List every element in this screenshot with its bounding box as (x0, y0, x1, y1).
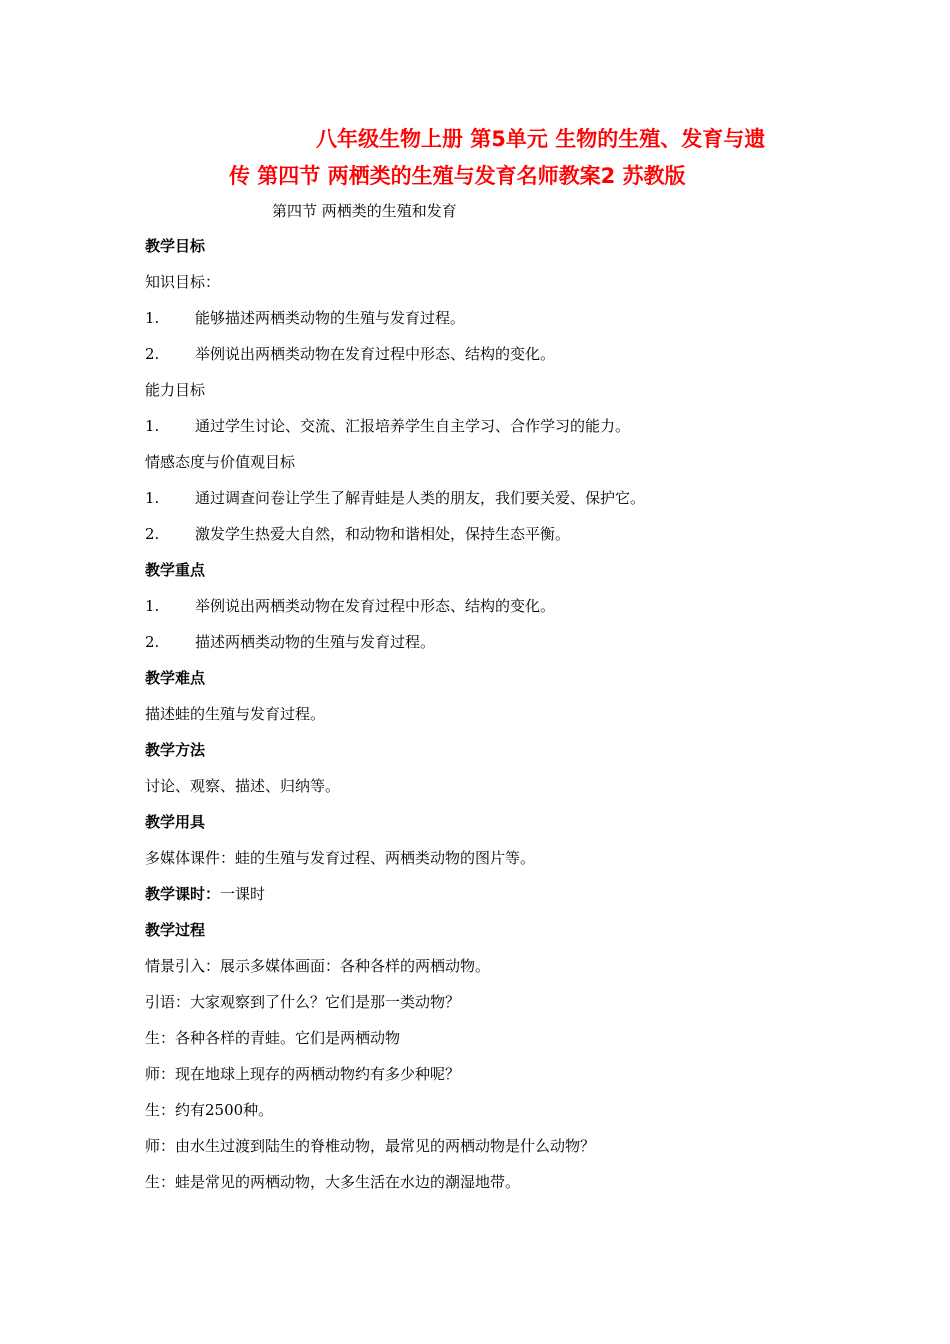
document-title-line-1: 八年级生物上册 第5单元 生物的生殖、发育与遗 (316, 127, 766, 151)
item-text: 通过调查问卷让学生了解青蛙是人类的朋友，我们要关爱、保护它。 (195, 489, 646, 507)
paragraph-line: 引语：大家观察到了什么？它们是那一类动物？ (145, 993, 461, 1011)
labeled-line (145, 882, 825, 918)
item-number: 2. (145, 633, 160, 651)
item-text: 激发学生热爱大自然，和动物和谐相处，保持生态平衡。 (195, 525, 571, 543)
item-text: 举例说出两栖类动物在发育过程中形态、结构的变化。 (195, 345, 556, 363)
paragraph-line: 生：蛙是常见的两栖动物，大多生活在水边的潮湿地带。 (145, 1173, 521, 1191)
paragraph-line: 描述蛙的生殖与发育过程。 (145, 705, 326, 723)
item-number: 2. (145, 345, 160, 363)
section-heading: 教学方法 (145, 741, 206, 759)
paragraph-line: 生：约有2500种。 (145, 1101, 274, 1119)
section-subtitle: 第四节 两栖类的生殖和发育 (272, 202, 457, 220)
paragraph-line: 多媒体课件：蛙的生殖与发育过程、两栖类动物的图片等。 (145, 849, 536, 867)
item-text: 举例说出两栖类动物在发育过程中形态、结构的变化。 (195, 597, 556, 615)
paragraph-line: 知识目标： (145, 273, 221, 291)
item-text: 能够描述两栖类动物的生殖与发育过程。 (195, 309, 466, 327)
numbered-item (145, 594, 825, 630)
paragraph-line: 生：各种各样的青蛙。它们是两栖动物 (145, 1029, 401, 1047)
numbered-item (145, 414, 825, 450)
paragraph-line: 师：由水生过渡到陆生的脊椎动物，最常见的两栖动物是什么动物？ (145, 1137, 596, 1155)
line-value: 一课时 (220, 885, 266, 903)
document-title-line-2: 传 第四节 两栖类的生殖与发育名师教案2 苏教版 (229, 164, 686, 188)
item-number: 2. (145, 525, 160, 543)
item-number: 1. (145, 309, 160, 327)
numbered-item (145, 630, 825, 666)
numbered-item (145, 486, 825, 522)
paragraph-line: 能力目标 (145, 381, 206, 399)
item-number: 1. (145, 597, 160, 615)
section-heading: 教学过程 (145, 921, 206, 939)
item-number: 1. (145, 489, 160, 507)
paragraph-line: 师：现在地球上现存的两栖动物约有多少种呢？ (145, 1065, 461, 1083)
document-body (145, 234, 825, 1206)
section-heading: 教学目标 (145, 237, 206, 255)
line-label: 教学课时： (145, 885, 221, 903)
section-heading: 教学难点 (145, 669, 206, 687)
item-text: 通过学生讨论、交流、汇报培养学生自主学习、合作学习的能力。 (195, 417, 631, 435)
numbered-item (145, 522, 825, 558)
section-heading: 教学重点 (145, 561, 206, 579)
paragraph-line: 讨论、观察、描述、归纳等。 (145, 777, 341, 795)
item-text: 描述两栖类动物的生殖与发育过程。 (195, 633, 436, 651)
numbered-item (145, 306, 825, 342)
paragraph-line: 情感态度与价值观目标 (145, 453, 296, 471)
item-number: 1. (145, 417, 160, 435)
section-heading: 教学用具 (145, 813, 206, 831)
numbered-item (145, 342, 825, 378)
paragraph-line: 情景引入：展示多媒体画面：各种各样的两栖动物。 (145, 957, 491, 975)
